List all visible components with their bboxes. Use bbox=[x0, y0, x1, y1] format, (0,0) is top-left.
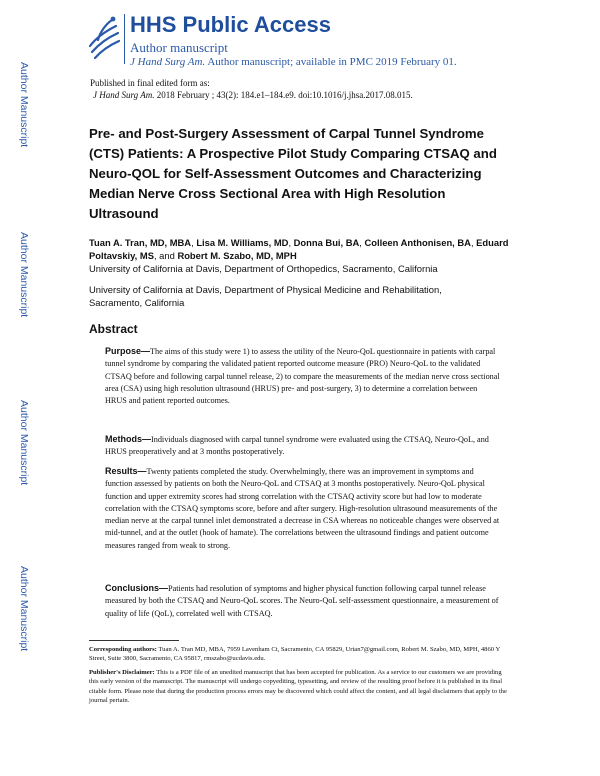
conclusions-label: Conclusions— bbox=[105, 583, 169, 593]
hhs-public-access-title: HHS Public Access bbox=[130, 12, 331, 37]
abstract-heading: Abstract bbox=[89, 322, 138, 336]
corr-label: Corresponding authors: bbox=[89, 646, 157, 653]
abstract-results bbox=[105, 465, 500, 552]
availability-text: Author manuscript; available in PMC 2019 February 01. bbox=[205, 56, 457, 68]
citation-journal: J Hand Surg Am. bbox=[93, 90, 155, 100]
author-name: Donna Bui, BA bbox=[293, 237, 360, 248]
author-name: Robert M. Szabo, MD, MPH bbox=[177, 250, 297, 261]
author-name: Tuan A. Tran, MD, MBA bbox=[89, 237, 192, 248]
side-label-author-manuscript: Author Manuscript bbox=[18, 232, 30, 318]
results-label: Results— bbox=[105, 466, 147, 476]
affiliation: University of California at Davis, Department of Physical Medicine and Rehabilitation, Sacramento, California bbox=[89, 284, 442, 308]
citation bbox=[93, 90, 413, 100]
header-divider bbox=[124, 14, 125, 64]
corresponding-authors-note bbox=[89, 645, 509, 664]
corr-text: Tuan A. Tran MD, MBA, 7959 Lavenham Ct, Sacramento, CA 95829, Urtan7@gmail.com, Robert M. Szabo, MD, MPH, 4860 Y Street, Suite 3800, Sacramento, CA 95817, rmszabo@ucdavis.edu. bbox=[89, 646, 500, 663]
author-name: Eduard Poltavskiy, MS bbox=[89, 237, 509, 261]
publisher-disclaimer-note bbox=[89, 668, 509, 706]
author-list: Tuan A. Tran, MD, MBA, Lisa M. Williams, MD, Donna Bui, BA, Colleen Anthonisen, BA, Eduard Poltavskiy, MS, and Robert M. Szabo, MD, MPH bbox=[89, 237, 509, 261]
disc-text: This is a PDF file of an unedited manuscript that has been accepted for publication. As a service to our customers we are providing this early version of the manuscript. The manuscript will undergo copyediting, typesetting, and review of the resulting proof before it is published in its final citable form. Please note that during the production process errors may be discovered which could affect the content, and all legal disclaimers that apply to the journal pertain. bbox=[89, 669, 507, 705]
abstract-purpose bbox=[105, 345, 500, 407]
journal-abbrev: J Hand Surg Am. bbox=[130, 56, 206, 68]
methods-text: Individuals diagnosed with carpal tunnel syndrome were evaluated using the CTSAQ, Neuro-QoL, and HRUS preoperatively and at 3 months postoperatively. bbox=[105, 435, 489, 457]
hhs-header bbox=[84, 12, 584, 72]
author-name: Colleen Anthonisen, BA bbox=[364, 237, 471, 248]
availability-line bbox=[130, 56, 457, 68]
side-label-author-manuscript: Author Manuscript bbox=[18, 400, 30, 486]
author-manuscript-subtitle: Author manuscript bbox=[130, 40, 228, 55]
affiliation: University of California at Davis, Department of Orthopedics, Sacramento, California bbox=[89, 263, 438, 274]
methods-label: Methods— bbox=[105, 434, 151, 444]
purpose-label: Purpose— bbox=[105, 346, 151, 356]
side-label-author-manuscript: Author Manuscript bbox=[18, 62, 30, 148]
footnote-divider bbox=[89, 640, 179, 641]
disc-label: Publisher's Disclaimer: bbox=[89, 669, 155, 676]
results-text: Twenty patients completed the study. Overwhelmingly, there was an improvement in symptoms and function assessed by patients on both the Neuro-QoL and CTSAQ at 3 months postoperatively. Neuro-QoL physical function and upper extremity scores had strong correlation with the CTSAQ activity score but had low to moderate correlation with the CTSAQ symptoms score, before and after surgery. High-resolution ultrasound measurements of the median nerve at the carpal tunnel inlet demonstrated a decrease in CSA whereas no noticeable changes were observed at mid-tunnel, and at the outlet (hook of hamate). The correlations between the ultrasound findings and patient outcome measures ranged from weak to strong. bbox=[105, 467, 500, 550]
abstract-conclusions bbox=[105, 582, 500, 620]
author-name: Lisa M. Williams, MD bbox=[196, 237, 289, 248]
abstract-methods bbox=[105, 433, 500, 459]
article-title: Pre- and Post-Surgery Assessment of Carpal Tunnel Syndrome (CTS) Patients: A Prospective Pilot Study Comparing CTSAQ and Neuro-QOL for Self-Assessment Outcomes and Characterizing Median Nerve Cross Sectional Area with High Resolution Ultrasound bbox=[89, 126, 497, 221]
published-final-form: Published in final edited form as: bbox=[90, 78, 210, 88]
purpose-text: The aims of this study were 1) to assess the utility of the Neuro-QoL questionnaire in patients with carpal tunnel syndrome by comparing the validated patient reported outcome measure (PRO) Neuro-QoL to the validated CTSAQ before and following carpal tunnel release, 2) to compare the measurements of the median nerve cross sectional area (CSA) using high resolution ultrasound (HRUS) pre- and post-surgery, 3) to determine a correlation between HRUS and patient reported outcomes. bbox=[105, 347, 500, 406]
conclusions-text: Patients had resolution of symptoms and higher physical function following carpal tunnel release measured by both the CTSAQ and Neuro-QoL scores. The Neuro-QoL self-assessment questionnaire, a measurement of quality of life (QoL), correlated well with CTSAQ. bbox=[105, 584, 499, 618]
side-label-author-manuscript: Author Manuscript bbox=[18, 566, 30, 652]
citation-details: 2018 February ; 43(2): 184.e1–184.e9. doi:10.1016/j.jhsa.2017.08.015. bbox=[154, 90, 413, 100]
hhs-eagle-logo-icon bbox=[84, 12, 122, 64]
